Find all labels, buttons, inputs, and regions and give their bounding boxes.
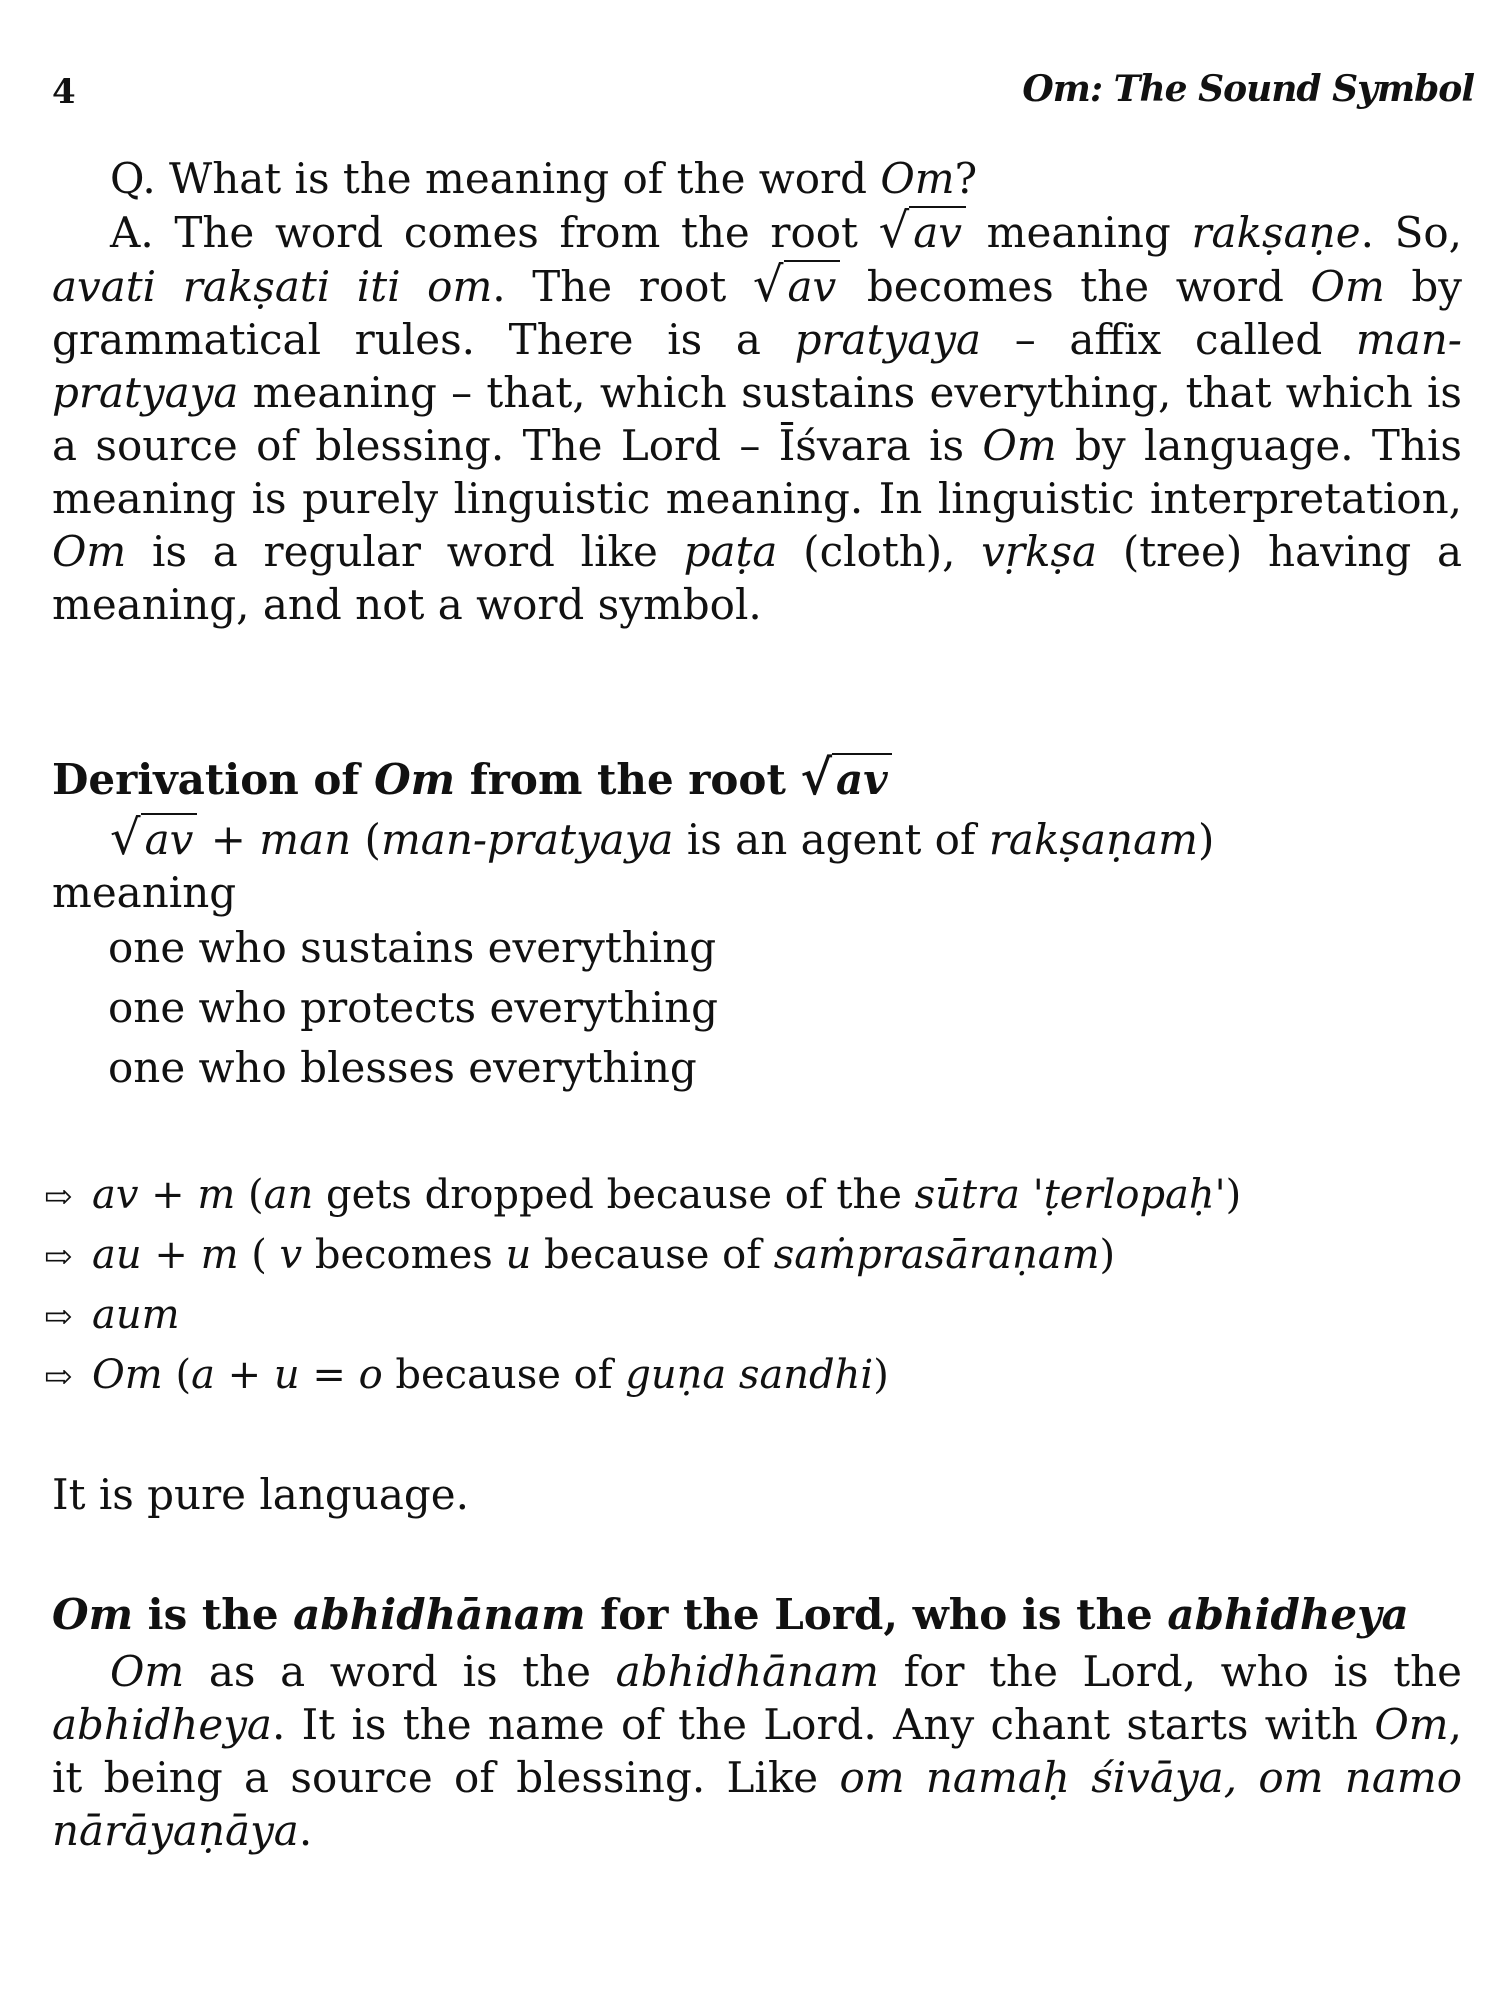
arrow-right-icon: ⇨ [44,1177,73,1217]
meaning-word: meaning [52,868,237,917]
derivation-heading: Derivation of Om from the root √av [52,752,1462,806]
abhidhanam-paragraph: Om as a word is the abhidhānam for the Lord, who is the abhidheya. It is the name of the Lord. Any chant starts with Om, it being a source of blessing. Like om namaḥ śivāya, om namo nārāyaṇāya. [52,1647,1463,1855]
arrow-right-icon: ⇨ [44,1357,73,1397]
abhidhanam-section [52,1588,1462,1857]
derivation-step: ⇨ au + m ( v becomes u because of saṁprasāraṇam) [44,1225,1115,1287]
derivation-step: ⇨ aum [44,1285,180,1347]
root-radical: √av [753,262,840,311]
meaning-item: one who protects everything [108,983,719,1032]
arrow-right-icon: ⇨ [44,1237,73,1277]
root-radical: √av [800,755,891,804]
answer: A. The word comes from the root √av meaning rakṣaṇe. So, avati rakṣati iti om. The root √av becomes the word Om by grammatical rules. There is a pratyaya – affix called man-pratyaya meaning – that, which sustains everything, that which is a source of blessing. The Lord – Īśvara is Om by language. This meaning is purely linguistic meaning. In linguistic interpretation, Om is a regular word like paṭa (cloth), vṛkṣa (tree) having a meaning, and not a word symbol. [52,203,1463,629]
derivation-step: ⇨ Om (a + u = o because of guṇa sandhi) [44,1345,889,1407]
running-title: Om: The Sound Symbol [1022,68,1474,110]
arrow-right-icon: ⇨ [44,1297,73,1337]
page-number: 4 [52,72,76,112]
derivation-step: ⇨ av + m (an gets dropped because of the sūtra 'ṭerlopaḥ') [44,1165,1241,1227]
derivation-formula: √av + man (man-pratyaya is an agent of rakṣaṇam) [110,810,1215,866]
qa-section [52,152,1462,631]
question: Q. What is the meaning of the word Om? [110,154,978,203]
meaning-item: one who sustains everything [108,923,717,972]
root-radical: √av [879,208,966,257]
root-radical: √av [110,815,197,864]
pure-language-text: It is pure language. [52,1470,469,1519]
abhidhanam-heading: Om is the abhidhānam for the Lord, who is the abhidheya [52,1590,1409,1639]
derivation-section [52,752,1462,919]
meaning-item: one who blesses everything [108,1043,697,1092]
